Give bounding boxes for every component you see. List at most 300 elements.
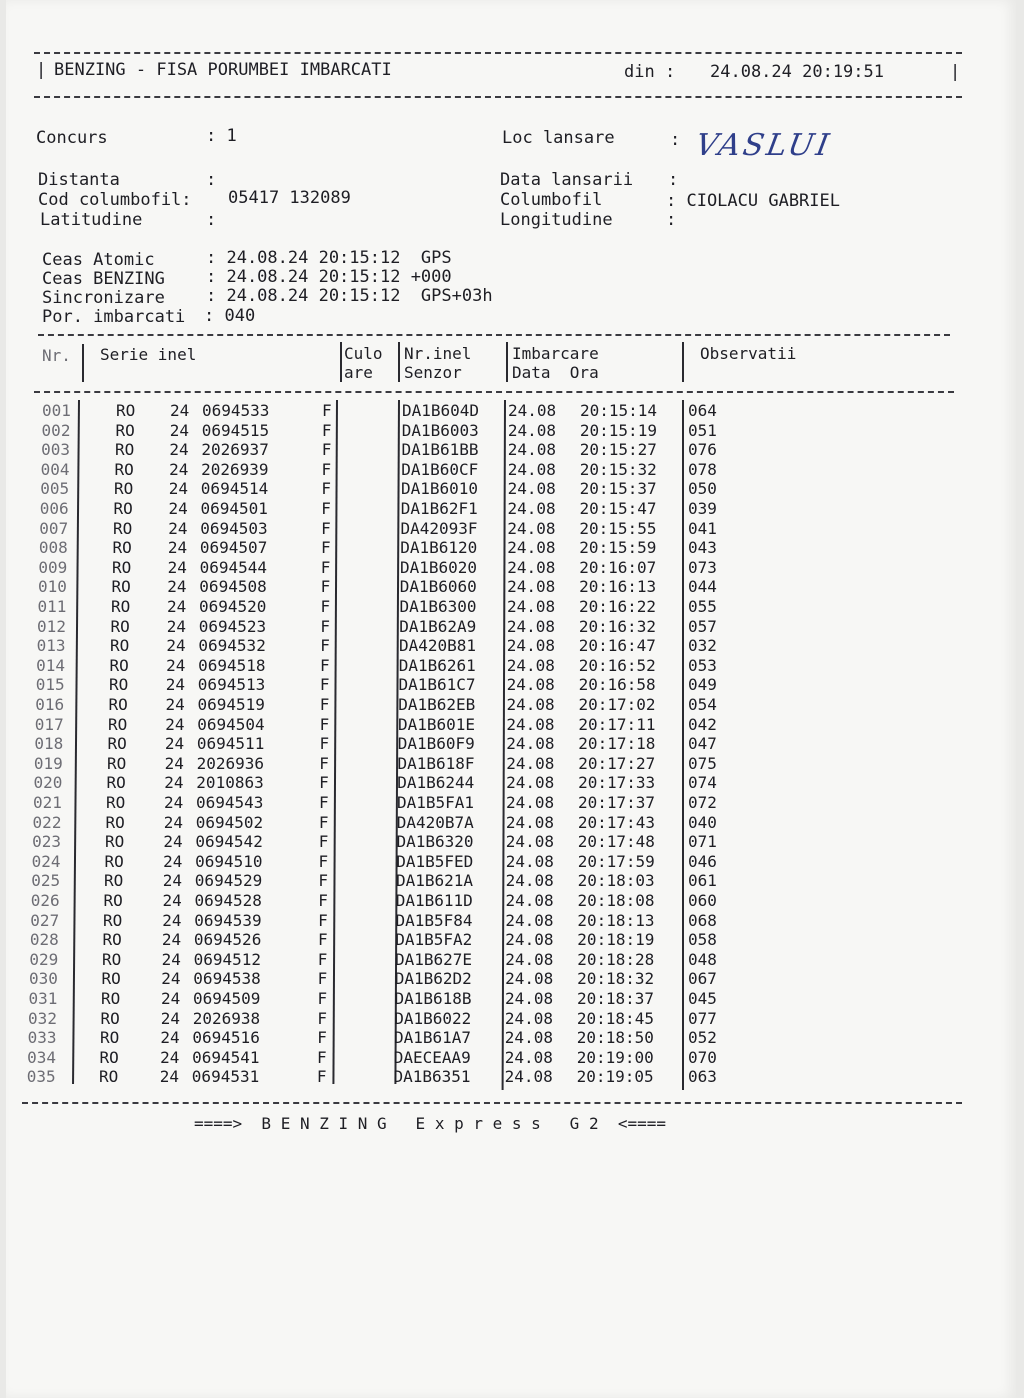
cell-ora: 20:17:48 bbox=[577, 832, 655, 852]
cell-an: 24 bbox=[162, 891, 182, 910]
cell-nr: 022 bbox=[32, 812, 62, 832]
cell-nr: 010 bbox=[37, 577, 67, 597]
cell-senzor: DA1B61BB bbox=[401, 440, 479, 460]
cell-tara: RO bbox=[112, 557, 132, 577]
cell-ora: 20:15:55 bbox=[579, 518, 657, 538]
cell-tara: RO bbox=[104, 851, 124, 871]
cell-senzor: DA1B62F1 bbox=[400, 499, 478, 518]
cell-senzor: DA1B6120 bbox=[400, 538, 478, 558]
cell-an: 24 bbox=[169, 440, 189, 460]
cell-sex: F bbox=[320, 577, 331, 597]
cell-data: 24.08 bbox=[505, 949, 554, 969]
cell-data: 24.08 bbox=[505, 969, 554, 989]
cell-inel: 0694502 bbox=[195, 812, 264, 832]
col-header-culoare-1: Culo bbox=[344, 344, 383, 363]
cell-observatii: 055 bbox=[688, 597, 717, 616]
cell-ora: 20:18:13 bbox=[577, 910, 655, 930]
cell-inel: 0694519 bbox=[197, 695, 265, 714]
cell-senzor: DA1B6300 bbox=[399, 597, 477, 616]
cell-tara: RO bbox=[113, 499, 133, 518]
cell-ora: 20:16:32 bbox=[578, 616, 656, 636]
cell-senzor: DA1B62D2 bbox=[394, 969, 472, 989]
cell-ora: 20:15:19 bbox=[579, 420, 657, 440]
cell-an: 24 bbox=[167, 557, 187, 577]
cell-an: 24 bbox=[164, 773, 184, 793]
cell-ora: 20:16:13 bbox=[579, 577, 657, 597]
col-header-serie-inel: Serie inel bbox=[100, 345, 197, 364]
cell-sex: F bbox=[321, 420, 332, 440]
cell-nr: 012 bbox=[37, 616, 66, 636]
cell-ora: 20:15:47 bbox=[579, 499, 657, 518]
cell-senzor: DAECEAA9 bbox=[393, 1047, 471, 1067]
cell-senzor: DA1B62EB bbox=[398, 695, 476, 714]
cell-ora: 20:15:32 bbox=[579, 459, 657, 479]
table-bottom-divider bbox=[22, 1102, 962, 1104]
col-header-senzor: Senzor bbox=[404, 363, 462, 382]
cell-nr: 020 bbox=[33, 773, 63, 793]
cell-an: 24 bbox=[169, 420, 189, 440]
cell-tara: RO bbox=[113, 518, 133, 538]
cod-columbofil-label: Cod columbofil: bbox=[38, 190, 192, 210]
distanta-value: : bbox=[206, 170, 217, 190]
top-divider bbox=[34, 52, 962, 54]
cell-ora: 20:16:22 bbox=[579, 597, 657, 616]
cell-observatii: 061 bbox=[688, 871, 717, 891]
cell-observatii: 042 bbox=[688, 714, 717, 734]
cell-ora: 20:18:32 bbox=[577, 969, 655, 989]
cod-columbofil-value: 05417 132089 bbox=[228, 188, 351, 208]
cell-observatii: 040 bbox=[688, 812, 717, 832]
cell-inel: 0694515 bbox=[201, 420, 270, 440]
cell-inel: 0694542 bbox=[195, 832, 263, 852]
cell-nr: 021 bbox=[33, 793, 62, 812]
cell-sex: F bbox=[320, 636, 330, 656]
cell-nr: 032 bbox=[28, 1008, 57, 1028]
cell-sex: F bbox=[318, 832, 329, 852]
cell-inel: 0694520 bbox=[199, 597, 267, 616]
cell-nr: 006 bbox=[39, 499, 69, 518]
longitudine-value: : bbox=[666, 210, 677, 230]
cell-senzor: DA1B627E bbox=[395, 949, 473, 969]
cell-data: 24.08 bbox=[507, 420, 557, 440]
cell-data: 24.08 bbox=[507, 440, 556, 460]
cell-ora: 20:18:08 bbox=[577, 891, 655, 910]
cell-tara: RO bbox=[102, 930, 122, 950]
cell-inel: 0694532 bbox=[198, 636, 266, 656]
loc-lansare-handwritten: VASLUI bbox=[692, 128, 835, 163]
cell-tara: RO bbox=[115, 440, 135, 460]
cell-inel: 0694539 bbox=[194, 910, 262, 930]
cell-inel: 0694513 bbox=[197, 675, 266, 695]
ceas-benzing-value: : 24.08.24 20:15:12 +000 bbox=[206, 267, 452, 287]
cell-sex: F bbox=[320, 616, 330, 636]
cell-inel: 0694507 bbox=[199, 538, 268, 558]
cell-inel: 2026936 bbox=[196, 753, 265, 773]
cell-nr: 025 bbox=[31, 871, 61, 891]
cell-senzor: DA1B6261 bbox=[398, 655, 476, 675]
cell-senzor: DA1B6351 bbox=[393, 1067, 471, 1087]
cell-inel: 0694528 bbox=[194, 891, 262, 910]
ceas-atomic-label: Ceas Atomic bbox=[42, 250, 155, 270]
cell-sex: F bbox=[319, 675, 330, 695]
cell-nr: 023 bbox=[32, 832, 61, 852]
cell-data: 24.08 bbox=[504, 1008, 554, 1028]
cell-inel: 2026938 bbox=[192, 1008, 261, 1028]
cell-senzor: DA1B5FA1 bbox=[397, 793, 475, 812]
ceas-benzing-label: Ceas BENZING bbox=[42, 269, 165, 289]
columbofil-label: Columbofil bbox=[500, 190, 603, 210]
cell-tara: RO bbox=[110, 636, 130, 656]
cell-inel: 0694531 bbox=[191, 1067, 260, 1087]
cell-an: 24 bbox=[159, 1067, 180, 1087]
cell-tara: RO bbox=[114, 479, 134, 499]
cell-data: 24.08 bbox=[505, 930, 554, 950]
cell-tara: RO bbox=[107, 753, 127, 773]
por-imbarcati-label: Por. imbarcati bbox=[42, 307, 186, 327]
cell-senzor: DA1B5FA2 bbox=[395, 930, 473, 950]
cell-ora: 20:19:00 bbox=[576, 1047, 654, 1067]
cell-an: 24 bbox=[166, 655, 186, 675]
cell-senzor: DA420B81 bbox=[399, 636, 477, 656]
cell-inel: 2010863 bbox=[196, 773, 264, 793]
right-bar: | bbox=[950, 62, 961, 82]
cell-ora: 20:18:03 bbox=[577, 871, 655, 891]
cell-ora: 20:15:27 bbox=[579, 440, 657, 460]
cell-senzor: DA1B6320 bbox=[396, 832, 474, 852]
latitudine-value: : bbox=[206, 210, 217, 230]
cell-observatii: 060 bbox=[688, 891, 717, 910]
latitudine-label: Latitudine bbox=[40, 210, 143, 230]
cell-sex: F bbox=[319, 695, 330, 714]
cell-nr: 002 bbox=[41, 420, 71, 440]
sincronizare-value: : 24.08.24 20:15:12 GPS+03h bbox=[206, 286, 493, 306]
cell-observatii: 032 bbox=[688, 636, 717, 656]
concurs-value: : 1 bbox=[206, 126, 237, 146]
cell-ora: 20:16:07 bbox=[579, 557, 657, 577]
cell-inel: 0694516 bbox=[192, 1028, 260, 1048]
cell-sex: F bbox=[321, 499, 331, 518]
cell-sex: F bbox=[320, 597, 331, 616]
col-header-data-ora: Data Ora bbox=[512, 363, 599, 382]
loc-lansare-colon: : bbox=[670, 130, 681, 150]
cell-senzor: DA1B60CF bbox=[401, 459, 479, 479]
cell-an: 24 bbox=[167, 538, 188, 558]
cell-observatii: 052 bbox=[688, 1028, 717, 1048]
cell-tara: RO bbox=[101, 989, 121, 1008]
col-header-culoare-2: are bbox=[344, 363, 373, 382]
cell-senzor: DA1B621A bbox=[396, 871, 474, 891]
cell-an: 24 bbox=[167, 597, 187, 616]
receipt-paper bbox=[6, 0, 1016, 1398]
cell-observatii: 073 bbox=[688, 557, 717, 577]
cell-an: 24 bbox=[161, 969, 181, 989]
cell-data: 24.08 bbox=[507, 538, 556, 558]
cell-observatii: 043 bbox=[688, 538, 717, 558]
cell-observatii: 075 bbox=[688, 753, 717, 773]
cell-senzor: DA1B604D bbox=[402, 401, 480, 420]
cell-inel: 0694529 bbox=[194, 871, 263, 891]
cell-tara: RO bbox=[109, 655, 129, 675]
cell-inel: 0694510 bbox=[195, 851, 263, 871]
cell-senzor: DA1B6060 bbox=[399, 577, 477, 597]
cell-nr: 018 bbox=[34, 734, 64, 754]
cell-data: 24.08 bbox=[505, 989, 554, 1008]
cell-senzor: DA1B61A7 bbox=[394, 1028, 472, 1048]
cell-data: 24.08 bbox=[507, 459, 556, 479]
cell-nr: 035 bbox=[26, 1067, 56, 1087]
cell-an: 24 bbox=[160, 1047, 180, 1067]
cell-senzor: DA42093F bbox=[400, 518, 478, 538]
data-lansarii-label: Data lansarii bbox=[500, 170, 634, 190]
data-lansarii-value: : bbox=[668, 170, 679, 190]
cell-sex: F bbox=[321, 518, 331, 538]
cell-data: 24.08 bbox=[505, 891, 554, 910]
cell-tara: RO bbox=[101, 969, 121, 989]
cell-ora: 20:16:52 bbox=[578, 655, 656, 675]
cell-inel: 0694541 bbox=[192, 1047, 260, 1067]
cell-sex: F bbox=[317, 1008, 327, 1028]
cell-ora: 20:15:14 bbox=[580, 401, 658, 420]
cell-an: 24 bbox=[164, 753, 184, 773]
cell-inel: 0694518 bbox=[198, 655, 266, 675]
cell-observatii: 051 bbox=[688, 420, 717, 440]
cell-senzor: DA420B7A bbox=[396, 812, 474, 832]
cell-an: 24 bbox=[168, 499, 188, 518]
cell-tara: RO bbox=[112, 538, 132, 558]
cell-an: 24 bbox=[170, 401, 190, 420]
cell-sex: F bbox=[320, 557, 331, 577]
cell-ora: 20:18:50 bbox=[576, 1028, 654, 1048]
cell-nr: 033 bbox=[27, 1028, 57, 1048]
cell-data: 24.08 bbox=[504, 1067, 553, 1087]
cell-observatii: 071 bbox=[688, 832, 717, 852]
cell-data: 24.08 bbox=[506, 695, 555, 714]
cell-nr: 011 bbox=[37, 597, 67, 616]
cell-nr: 024 bbox=[31, 851, 61, 871]
cell-sex: F bbox=[319, 734, 330, 754]
cell-data: 24.08 bbox=[506, 675, 555, 695]
table-top-divider bbox=[38, 334, 950, 336]
cell-nr: 026 bbox=[30, 891, 60, 910]
cell-senzor: DA1B60F9 bbox=[397, 734, 475, 754]
cell-inel: 0694508 bbox=[199, 577, 267, 597]
cell-sex: F bbox=[317, 930, 328, 950]
cell-an: 24 bbox=[166, 636, 186, 656]
cell-sex: F bbox=[317, 989, 328, 1008]
cell-tara: RO bbox=[106, 793, 126, 812]
cell-an: 24 bbox=[163, 832, 183, 852]
cell-nr: 013 bbox=[36, 636, 66, 656]
cell-data: 24.08 bbox=[506, 734, 555, 754]
cell-an: 24 bbox=[160, 1008, 180, 1028]
ceas-atomic-value: : 24.08.24 20:15:12 GPS bbox=[206, 248, 452, 268]
cell-data: 24.08 bbox=[505, 851, 554, 871]
cell-an: 24 bbox=[166, 616, 186, 636]
cell-an: 24 bbox=[160, 1028, 180, 1048]
cell-data: 24.08 bbox=[508, 401, 557, 420]
cell-ora: 20:16:47 bbox=[578, 636, 656, 656]
cell-tara: RO bbox=[105, 832, 125, 852]
cell-sex: F bbox=[318, 891, 328, 910]
cell-nr: 014 bbox=[36, 655, 66, 675]
cell-an: 24 bbox=[169, 459, 189, 479]
cell-observatii: 074 bbox=[688, 773, 717, 793]
cell-tara: RO bbox=[100, 1028, 120, 1048]
cell-nr: 009 bbox=[38, 557, 68, 577]
cell-sex: F bbox=[319, 773, 329, 793]
cell-sex: F bbox=[318, 851, 329, 871]
longitudine-label: Longitudine bbox=[500, 210, 613, 230]
footer-banner: ====> B E N Z I N G E x p r e s s G 2 <==== bbox=[194, 1114, 667, 1133]
cell-tara: RO bbox=[107, 734, 127, 754]
cell-data: 24.08 bbox=[507, 518, 556, 538]
cell-senzor: DA1B62A9 bbox=[399, 616, 477, 636]
cell-data: 24.08 bbox=[506, 636, 555, 656]
cell-nr: 015 bbox=[35, 675, 65, 695]
cell-ora: 20:18:19 bbox=[577, 930, 655, 950]
cell-an: 24 bbox=[168, 479, 189, 499]
date-label: din : bbox=[624, 62, 676, 82]
document-title: BENZING - FISA PORUMBEI IMBARCATI bbox=[54, 60, 392, 80]
cell-nr: 003 bbox=[41, 440, 70, 460]
cell-ora: 20:17:02 bbox=[578, 695, 656, 714]
cell-an: 24 bbox=[165, 695, 185, 714]
cell-tara: RO bbox=[102, 949, 122, 969]
cell-nr: 004 bbox=[40, 459, 70, 479]
cell-sex: F bbox=[318, 871, 329, 891]
body-separator bbox=[332, 400, 338, 1084]
cell-observatii: 054 bbox=[688, 695, 717, 714]
cell-senzor: DA1B5FED bbox=[396, 851, 474, 871]
cell-ora: 20:18:28 bbox=[577, 949, 655, 969]
header-divider bbox=[34, 96, 962, 98]
cell-senzor: DA1B618B bbox=[394, 989, 472, 1008]
cell-observatii: 067 bbox=[688, 969, 717, 989]
header-separator bbox=[340, 342, 342, 382]
cell-data: 24.08 bbox=[507, 597, 556, 616]
cell-inel: 0694538 bbox=[193, 969, 261, 989]
cell-inel: 0694523 bbox=[198, 616, 267, 636]
cell-an: 24 bbox=[164, 793, 184, 812]
columbofil-value: : CIOLACU GABRIEL bbox=[666, 191, 840, 211]
cell-nr: 005 bbox=[40, 479, 70, 499]
cell-ora: 20:17:59 bbox=[577, 851, 655, 871]
cell-tara: RO bbox=[115, 420, 135, 440]
cell-inel: 0694514 bbox=[200, 479, 269, 499]
cell-an: 24 bbox=[167, 577, 187, 597]
cell-observatii: 072 bbox=[688, 793, 717, 812]
cell-an: 24 bbox=[162, 910, 182, 930]
cell-tara: RO bbox=[104, 871, 124, 891]
cell-tara: RO bbox=[108, 695, 128, 714]
cell-senzor: DA1B611D bbox=[395, 891, 473, 910]
cell-an: 24 bbox=[161, 930, 182, 950]
cell-senzor: DA1B5F84 bbox=[395, 910, 473, 930]
cell-data: 24.08 bbox=[507, 557, 556, 577]
cell-senzor: DA1B6022 bbox=[394, 1008, 472, 1028]
cell-sex: F bbox=[318, 812, 329, 832]
cell-inel: 2026939 bbox=[201, 459, 269, 479]
cell-data: 24.08 bbox=[505, 871, 554, 891]
loc-lansare-label: Loc lansare bbox=[502, 128, 615, 148]
cell-data: 24.08 bbox=[507, 499, 556, 518]
cell-nr: 017 bbox=[34, 714, 64, 734]
cell-ora: 20:16:58 bbox=[578, 675, 656, 695]
cell-data: 24.08 bbox=[506, 753, 555, 773]
cell-senzor: DA1B618F bbox=[397, 753, 475, 773]
cell-an: 24 bbox=[165, 675, 186, 695]
header-separator bbox=[506, 342, 508, 382]
cell-nr: 029 bbox=[29, 949, 59, 969]
cell-observatii: 039 bbox=[688, 499, 717, 518]
cell-sex: F bbox=[321, 479, 332, 499]
por-imbarcati-value: : 040 bbox=[204, 306, 256, 326]
cell-sex: F bbox=[319, 714, 330, 734]
cell-observatii: 070 bbox=[688, 1047, 717, 1067]
cell-observatii: 068 bbox=[688, 910, 717, 930]
cell-inel: 0694511 bbox=[196, 734, 265, 754]
left-bar: | bbox=[36, 60, 47, 80]
cell-nr: 031 bbox=[28, 989, 58, 1008]
cell-inel: 0694509 bbox=[193, 989, 261, 1008]
cell-nr: 016 bbox=[35, 695, 65, 714]
cell-sex: F bbox=[317, 1028, 327, 1048]
cell-an: 24 bbox=[163, 851, 183, 871]
cell-data: 24.08 bbox=[506, 793, 555, 812]
header-separator bbox=[82, 344, 84, 382]
cell-nr: 034 bbox=[27, 1047, 57, 1067]
cell-tara: RO bbox=[111, 597, 131, 616]
header-separator bbox=[682, 342, 684, 382]
cell-tara: RO bbox=[110, 616, 130, 636]
cell-an: 24 bbox=[162, 871, 183, 891]
cell-observatii: 057 bbox=[688, 616, 717, 636]
cell-nr: 001 bbox=[42, 401, 71, 420]
cell-tara: RO bbox=[103, 910, 123, 930]
cell-an: 24 bbox=[161, 949, 181, 969]
cell-observatii: 048 bbox=[688, 949, 717, 969]
cell-tara: RO bbox=[106, 773, 126, 793]
cell-an: 24 bbox=[165, 714, 185, 734]
cell-an: 24 bbox=[161, 989, 181, 1008]
cell-ora: 20:17:33 bbox=[578, 773, 656, 793]
cell-sex: F bbox=[319, 793, 329, 812]
cell-observatii: 064 bbox=[688, 401, 717, 420]
distanta-label: Distanta bbox=[38, 170, 120, 190]
cell-sex: F bbox=[317, 1047, 327, 1067]
cell-nr: 007 bbox=[39, 518, 69, 538]
cell-observatii: 046 bbox=[688, 851, 717, 871]
cell-data: 24.08 bbox=[507, 577, 556, 597]
cell-nr: 030 bbox=[28, 969, 58, 989]
cell-tara: RO bbox=[114, 459, 134, 479]
cell-inel: 0694503 bbox=[200, 518, 268, 538]
cell-observatii: 078 bbox=[688, 459, 717, 479]
cell-ora: 20:18:37 bbox=[577, 989, 655, 1008]
cell-senzor: DA1B61C7 bbox=[398, 675, 476, 695]
cell-observatii: 049 bbox=[688, 675, 717, 695]
cell-inel: 0694501 bbox=[200, 499, 268, 518]
cell-inel: 0694533 bbox=[202, 401, 270, 420]
cell-observatii: 050 bbox=[688, 479, 717, 499]
cell-sex: F bbox=[320, 655, 330, 675]
cell-senzor: DA1B6244 bbox=[397, 773, 475, 793]
cell-ora: 20:15:59 bbox=[579, 538, 657, 558]
cell-nr: 008 bbox=[38, 538, 68, 558]
cell-nr: 019 bbox=[33, 753, 63, 773]
cell-an: 24 bbox=[168, 518, 188, 538]
cell-inel: 0694504 bbox=[197, 714, 265, 734]
